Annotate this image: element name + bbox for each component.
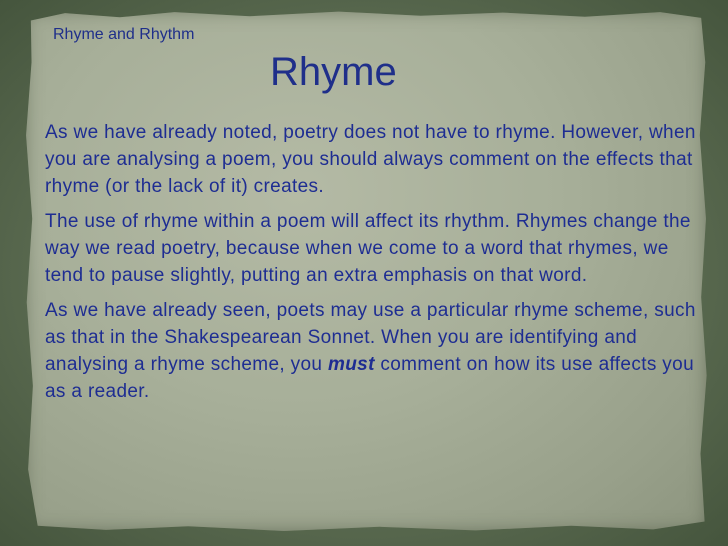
emphasis-must: must	[327, 354, 375, 375]
slide-body	[45, 119, 697, 413]
page-title: Rhyme	[270, 50, 397, 94]
paragraph-1: As we have already noted, poetry does not have to rhyme. However, when you are analysing a poem, you should always comment on the effects that rhyme (or the lack of it) creates.	[45, 122, 696, 197]
paragraph-2: The use of rhyme within a poem will affect its rhythm. Rhymes change the way we read poetry, because when we come to a word that rhymes, we tend to pause slightly, putting an extra emphasis on that word.	[45, 211, 691, 286]
paragraph-3-end: comment on how its use affects you as a reader.	[45, 354, 694, 402]
slide-section-title: Rhyme and Rhythm	[53, 26, 195, 43]
paragraph-3	[45, 297, 697, 405]
paragraph-3-start: As we have already seen, poets may use a particular rhyme scheme, such as that in the Shakespearean Sonnet. When you are identifying and analysing a rhyme scheme, you	[45, 300, 696, 375]
